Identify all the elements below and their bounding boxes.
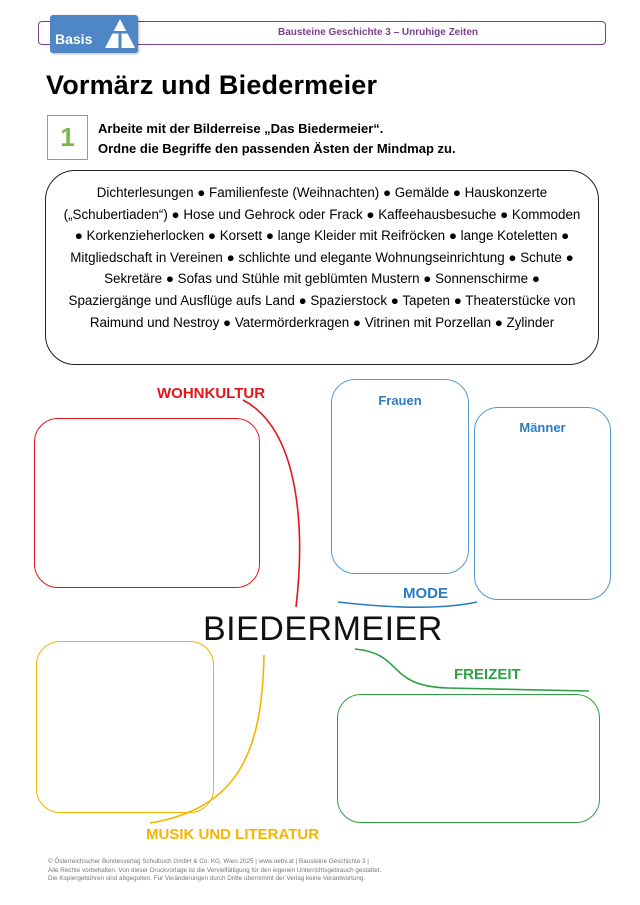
answer-box-freizeit[interactable] [337, 694, 600, 823]
label-wohnkultur: WOHNKULTUR [157, 385, 266, 402]
answer-box-frauen[interactable] [331, 379, 469, 574]
task-instruction-1: Arbeite mit der Bilderreise „Das Biedermeier“. [98, 121, 384, 136]
task-instruction-2: Ordne die Begriffe den passenden Ästen der Mindmap zu. [98, 141, 456, 156]
footer-line-2: Alle Rechte vorbehalten. Von dieser Druckvorlage ist die Vervielfältigung für den eigenen Unterrichtsgebrauch gestattet. [48, 866, 382, 874]
answer-box-maenner[interactable] [474, 407, 611, 600]
header-title: Bausteine Geschichte 3 – Unruhige Zeiten [277, 27, 479, 38]
word-bank: Dichterlesungen ● Familienfeste (Weihnachten) ● Gemälde ● Hauskonzerte („Schubertiaden“) ● Hose und Gehrock oder Frack ● Kaffeehausbesuche ● Kommoden ● Korkenzieherlocken ● Korsett ● lange Kleider mit Reifröcken ● lange Koteletten ● Mitgliedschaft in Vereinen ● schlichte und elegante Wohnungseinrichtung ● Schute ● Sekretäre ● Sofas und Stühle mit geblümten Mustern ● Sonnenschirme ● Spaziergänge und Ausflüge aufs Land ● Spazierstock ● Tapeten ● Theaterstücke von Raimund und Nestroy ● Vatermörderkragen ● Vitrinen mit Porzellan ● Zylinder [45, 170, 599, 365]
branch-mode [338, 602, 477, 607]
answer-box-wohnkultur[interactable] [34, 418, 260, 588]
footer-line-3: Die Kopiergebühren sind abgegolten. Für Veränderungen durch Dritte übernimmt der Verlag keine Verantwortung. [48, 875, 366, 883]
footer [48, 858, 381, 884]
footer-line-1: © Österreichischer Bundesverlag Schulbuch GmbH & Co. KG, Wien 2025 | www.oebv.at | Bausteine Geschichte 3 | [48, 858, 369, 865]
basis-logo-text: Basis [55, 31, 93, 47]
task-number: 1 [47, 115, 88, 160]
label-frauen: Frauen [378, 393, 422, 408]
label-mode: MODE [403, 585, 448, 602]
label-freizeit: FREIZEIT [454, 666, 521, 683]
answer-box-musik[interactable] [36, 641, 214, 813]
mindmap-center: BIEDERMEIER [203, 610, 443, 648]
label-musik-literatur: MUSIK UND LITERATUR [146, 826, 320, 843]
page-title: Vormärz und Biedermeier [46, 70, 378, 100]
label-maenner: Männer [519, 420, 566, 435]
